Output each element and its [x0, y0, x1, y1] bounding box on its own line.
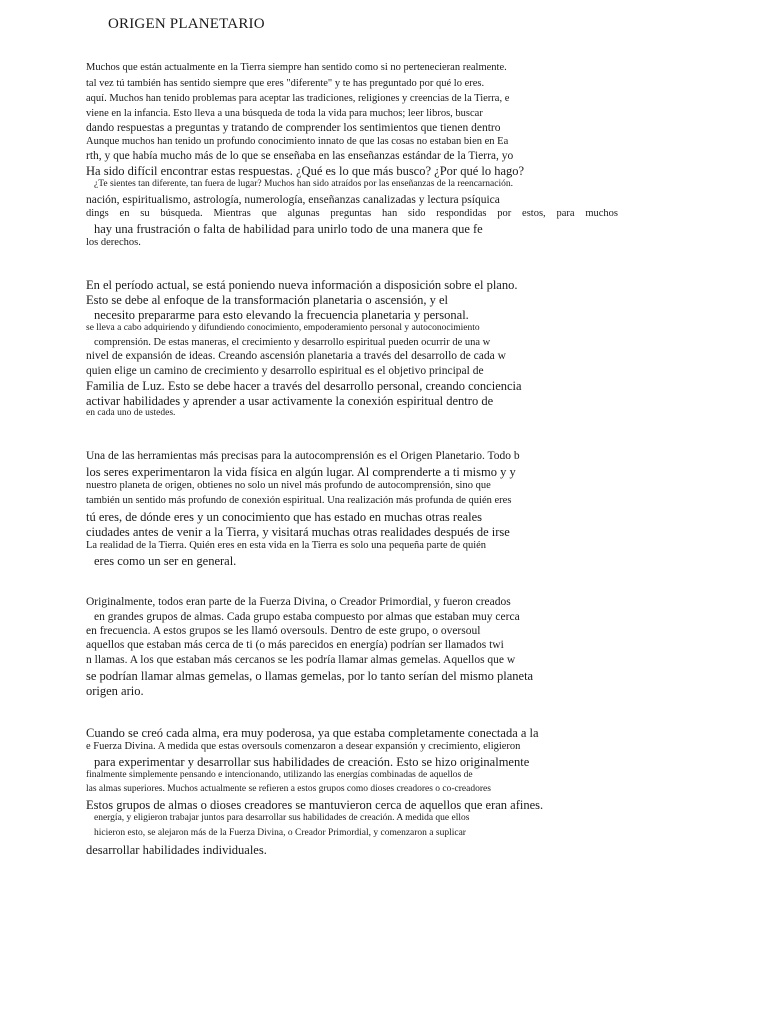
- text-line: n llamas. A los que estaban más cercanos se les podría llamar almas gemelas. Aquellos que w: [86, 654, 516, 666]
- text-line: activar habilidades y aprender a usar activamente la conexión espiritual dentro de: [86, 394, 494, 408]
- text-line: nación, espiritualismo, astrología, numerología, enseñanzas canalizadas y lectura psíquica: [86, 194, 500, 206]
- text-line: para experimentar y desarrollar sus habilidades de creación. Esto se hizo originalmente: [94, 755, 530, 769]
- text-line: aquí. Muchos han tenido problemas para aceptar las tradiciones, religiones y creencias de la Tierra, e: [86, 93, 510, 104]
- text-line: las almas superiores. Muchos actualmente se refieren a estos grupos como dioses creadores o co-creadores: [86, 784, 491, 794]
- text-line: dando respuestas a preguntas y tratando de comprender los sentimientos que tienen dentro: [86, 122, 501, 134]
- text-line: En el período actual, se está poniendo nueva información a disposición sobre el plano.: [86, 278, 518, 292]
- text-line: se podrían llamar almas gemelas, o llamas gemelas, por lo tanto serían del mismo planeta: [86, 669, 534, 683]
- text-line: Estos grupos de almas o dioses creadores se mantuvieron cerca de aquellos que eran afines.: [86, 798, 544, 812]
- text-line: aquellos que estaban más cerca de ti (o más parecidos en energía) podrían ser llamados twi: [86, 639, 504, 651]
- page-title: ORIGEN PLANETARIO: [108, 16, 265, 32]
- text-line: dings en su búsqueda. Mientras que algunas preguntas han sido respondidas por estos, para muchos: [86, 208, 618, 219]
- text-line: energía, y eligieron trabajar juntos para desarrollar sus habilidades de creación. A medida que ellos: [94, 813, 470, 823]
- text-line: origen ario.: [86, 684, 144, 698]
- text-line: tú eres, de dónde eres y un conocimiento que has estado en muchas otras reales: [86, 510, 483, 524]
- text-line: hicieron esto, se alejaron más de la Fuerza Divina, o Creador Primordial, y comenzaron a suplicar: [94, 828, 466, 838]
- text-line: en cada uno de ustedes.: [86, 408, 176, 418]
- text-line: Aunque muchos han tenido un profundo conocimiento innato de que las cosas no estaban bien en Ea: [86, 136, 509, 147]
- text-line: necesito prepararme para esto elevando la frecuencia planetaria y personal.: [94, 308, 469, 322]
- text-line: La realidad de la Tierra. Quién eres en esta vida en la Tierra es solo una pequeña parte de quién: [86, 540, 487, 551]
- text-line: en grandes grupos de almas. Cada grupo estaba compuesto por almas que estaban muy cerca: [94, 611, 520, 623]
- text-line: los seres experimentaron la vida física en algún lugar. Al comprenderte a ti mismo y y: [86, 465, 516, 479]
- text-line: hay una frustración o falta de habilidad para unirlo todo de una manera que fe: [94, 222, 483, 236]
- text-line: Ha sido difícil encontrar estas respuestas. ¿Qué es lo que más busco? ¿Por qué lo hago?: [86, 164, 525, 178]
- text-line: en frecuencia. A estos grupos se les llamó oversouls. Dentro de este grupo, o oversoul: [86, 625, 481, 637]
- text-line: nuestro planeta de origen, obtienes no solo un nivel más profundo de autocomprensión, sino que: [86, 480, 491, 491]
- text-line: Originalmente, todos eran parte de la Fuerza Divina, o Creador Primordial, y fueron creados: [86, 596, 511, 608]
- text-line: ¿Te sientes tan diferente, tan fuera de lugar? Muchos han sido atraídos por las enseñanzas de la reencarnación.: [94, 179, 514, 189]
- text-line: desarrollar habilidades individuales.: [86, 843, 267, 857]
- text-line: e Fuerza Divina. A medida que estas oversouls comenzaron a desear expansión y crecimiento, eligieron: [86, 741, 521, 752]
- text-line: viene en la infancia. Esto lleva a una búsqueda de toda la vida para muchos; leer libros, buscar: [86, 108, 483, 119]
- text-line: nivel de expansión de ideas. Creando ascensión planetaria a través del desarrollo de cada w: [86, 350, 506, 362]
- text-line: ciudades antes de venir a la Tierra, y visitará muchas otras realidades después de irse: [86, 525, 510, 539]
- text-line: los derechos.: [86, 237, 141, 248]
- text-line: también un sentido más profundo de conexión espiritual. Una realización más profunda de quién eres: [86, 495, 512, 506]
- text-line: Muchos que están actualmente en la Tierra siempre han sentido como si no pertenecieran realmente.: [86, 62, 507, 73]
- text-line: finalmente simplemente pensando e intencionando, utilizando las energías combinadas de aquellos de: [86, 770, 473, 780]
- text-line: Familia de Luz. Esto se debe hacer a través del desarrollo personal, creando conciencia: [86, 379, 522, 393]
- text-line: quien elige un camino de crecimiento y desarrollo espiritual es el objetivo principal de: [86, 365, 484, 377]
- text-line: Esto se debe al enfoque de la transformación planetaria o ascensión, y el: [86, 293, 449, 307]
- text-line: tal vez tú también has sentido siempre que eres "diferente" y te has preguntado por qué lo eres.: [86, 78, 485, 89]
- text-line: eres como un ser en general.: [94, 554, 237, 568]
- text-line: Cuando se creó cada alma, era muy poderosa, ya que estaba completamente conectada a la: [86, 726, 539, 740]
- text-line: Una de las herramientas más precisas para la autocomprensión es el Origen Planetario. Todo b: [86, 450, 520, 462]
- text-line: comprensión. De estas maneras, el crecimiento y desarrollo espiritual pueden ocurrir de una w: [94, 337, 491, 348]
- text-line: se lleva a cabo adquiriendo y difundiendo conocimiento, empoderamiento personal y autoconocimiento: [86, 323, 480, 333]
- text-line: rth, y que había mucho más de lo que se enseñaba en las enseñanzas estándar de la Tierra, yo: [86, 150, 514, 162]
